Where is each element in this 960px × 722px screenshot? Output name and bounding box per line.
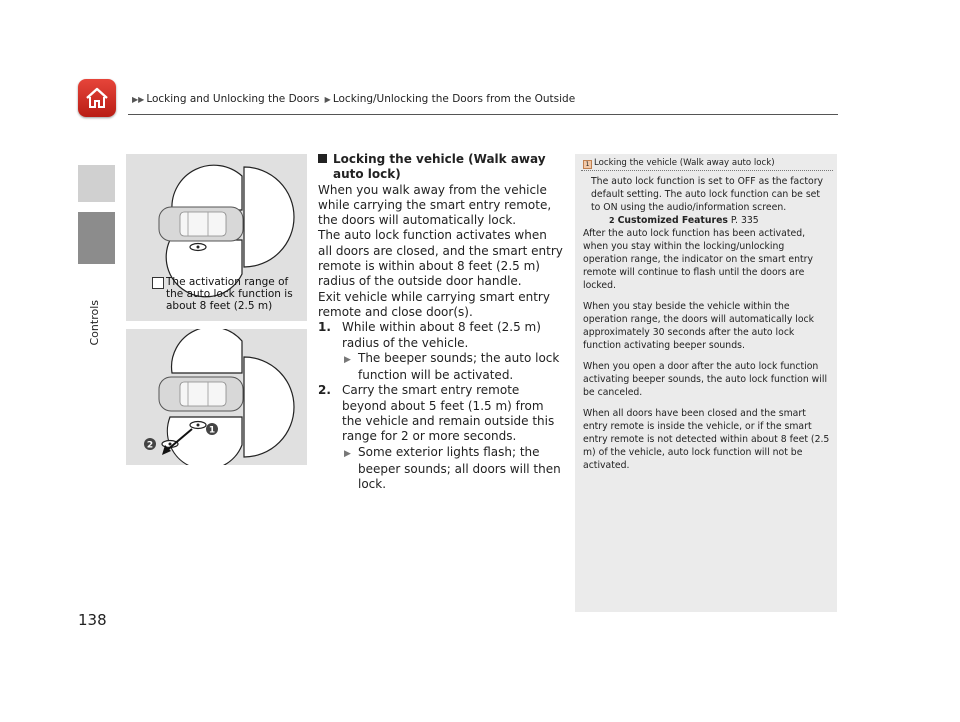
heading-bullet-icon xyxy=(318,154,327,163)
activation-range-figure xyxy=(126,154,307,321)
paragraph: The auto lock function activates when all doors are closed, and the smart entry remote is within about 8 feet (2.5 m) radius of the outside door handle. xyxy=(318,228,563,289)
note-paragraph: When you stay beside the vehicle within the operation range, the doors will automatically lock approximately 30 seconds after the auto lock function activating beeper sounds. xyxy=(583,301,815,351)
double-arrow-icon: 2 xyxy=(609,216,615,225)
section-marker xyxy=(78,212,115,264)
breadcrumb-arrow-icon: ▶ xyxy=(324,95,331,104)
breadcrumb xyxy=(130,93,575,105)
step-item: 1. While within about 8 feet (2.5 m) radius of the vehicle. xyxy=(318,320,541,350)
step-item: 2. Carry the smart entry remote beyond about 5 feet (1.5 m) from the vehicle and remain outside this range for 2 or more seconds. xyxy=(318,383,555,444)
note-body xyxy=(583,175,831,480)
page-number: 138 xyxy=(78,611,107,629)
breadcrumb-link-2[interactable]: Locking/Unlocking the Doors from the Outside xyxy=(332,93,576,105)
callout-1-label: 1 xyxy=(208,425,216,436)
note-paragraph: When you open a door after the auto lock function activating beeper sounds, the auto lock function will be canceled. xyxy=(583,361,828,398)
paragraph: Exit vehicle while carrying smart entry remote and close door(s). xyxy=(318,289,550,319)
callout-2-label: 2 xyxy=(146,440,154,451)
walk-away-figure xyxy=(126,329,307,465)
range-zone-front xyxy=(172,329,242,373)
vehicle-top-view-icon xyxy=(159,207,243,241)
section-heading: Locking the vehicle (Walk away auto lock) xyxy=(318,152,563,183)
paragraph: When you walk away from the vehicle while carrying the smart entry remote, the doors will automatically lock. xyxy=(318,182,552,228)
header-divider xyxy=(128,114,838,115)
legend-swatch xyxy=(152,277,164,289)
note-paragraph: After the auto lock function has been activated, when you stay within the locking/unlocking operation range, the indicator on the smart entry remote will continue to flash until the doors are locked. xyxy=(583,228,813,291)
vehicle-top-view-icon xyxy=(159,377,243,411)
step-result: ▶ The beeper sounds; the auto lock function will be activated. xyxy=(344,350,560,383)
note-paragraph: When all doors have been closed and the smart entry remote is inside the vehicle, or if the smart entry remote is not detected within about 8 feet (2.5 m) of the vehicle, auto lock function will not be activated. xyxy=(583,408,830,471)
smart-entry-remote-icon xyxy=(190,244,206,251)
note-paragraph: The auto lock function is set to OFF as the factory default setting. The auto lock function can be set to ON using the audio/information screen. xyxy=(591,176,824,213)
result-arrow-icon: ▶ xyxy=(344,448,351,459)
note-ref-icon: 1 xyxy=(583,160,592,169)
note-divider xyxy=(581,170,833,171)
range-zone-front xyxy=(172,165,242,210)
breadcrumb-link-1[interactable]: Locking and Unlocking the Doors xyxy=(146,93,320,105)
home-icon xyxy=(84,85,110,111)
home-button[interactable] xyxy=(78,79,116,117)
smart-entry-remote-icon xyxy=(190,422,206,429)
side-note-panel xyxy=(575,154,837,612)
figure-caption: The activation range of the auto lock function is about 8 feet (2.5 m) xyxy=(166,276,304,312)
section-tab xyxy=(78,165,115,202)
step-result: ▶ Some exterior lights flash; the beeper sounds; all doors will then lock. xyxy=(344,444,561,492)
cross-reference-link[interactable]: 2 Customized Features P. 335 xyxy=(609,215,759,226)
range-zone-side xyxy=(244,357,294,457)
breadcrumb-arrow-icon: ▶▶ xyxy=(132,95,145,104)
note-title: 1 Locking the vehicle (Walk away auto lock) xyxy=(583,158,775,169)
range-zone-side xyxy=(244,167,294,267)
result-arrow-icon: ▶ xyxy=(344,354,351,365)
main-content xyxy=(318,152,563,493)
section-label: Controls xyxy=(88,300,101,346)
